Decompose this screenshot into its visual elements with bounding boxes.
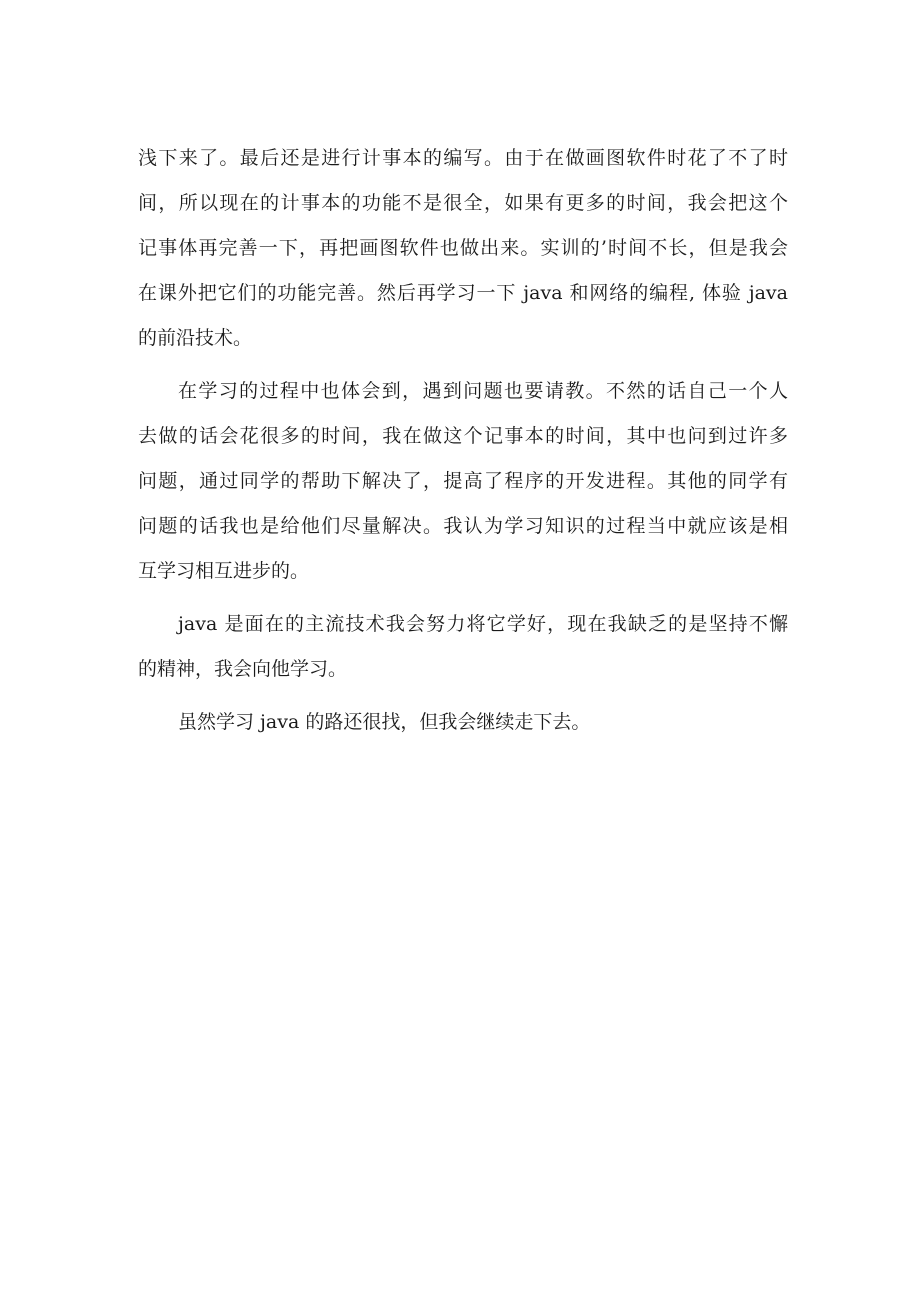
paragraph-3	[138, 602, 788, 692]
paragraph-line: 问题的话我也是给他们尽量解决。我认为学习知识的过程当中就应该是相	[138, 515, 788, 537]
paragraph-line: 记事体再完善一下，再把画图软件也做出来。实训的’时间不长，但是我会	[138, 237, 788, 259]
paragraph-2	[138, 369, 788, 594]
paragraph-line: 间，所以现在的计事本的功能不是很全，如果有更多的时间，我会把这个	[138, 192, 788, 214]
paragraph-line: 浅下来了。最后还是进行计事本的编写。由于在做画图软件时花了不了时	[138, 147, 788, 169]
paragraph-line: 去做的话会花很多的时间，我在做这个记事本的时间，其中也问到过许多	[138, 425, 788, 447]
paragraph-line: 虽然学习 java 的路还很找，但我会继续走下去。	[178, 711, 591, 733]
paragraph-line: java 是面在的主流技术我会努力将它学好，现在我缺乏的是坚持不懈	[178, 613, 788, 635]
paragraph-line: 互学习相互进步的。	[138, 560, 310, 582]
paragraph-line: 的精神，我会向他学习。	[138, 658, 348, 680]
paragraph-line: 在学习的过程中也体会到，遇到问题也要请教。不然的话自己一个人	[178, 380, 788, 402]
paragraph-line: 的前沿技术。	[138, 327, 253, 349]
paragraph-1	[138, 136, 788, 361]
document-body	[138, 136, 788, 753]
paragraph-4	[138, 700, 788, 745]
paragraph-line: 问题，通过同学的帮助下解决了，提高了程序的开发进程。其他的同学有	[138, 470, 788, 492]
paragraph-line: 在课外把它们的功能完善。然后再学习一下 java 和网络的编程, 体验 java	[138, 282, 788, 304]
